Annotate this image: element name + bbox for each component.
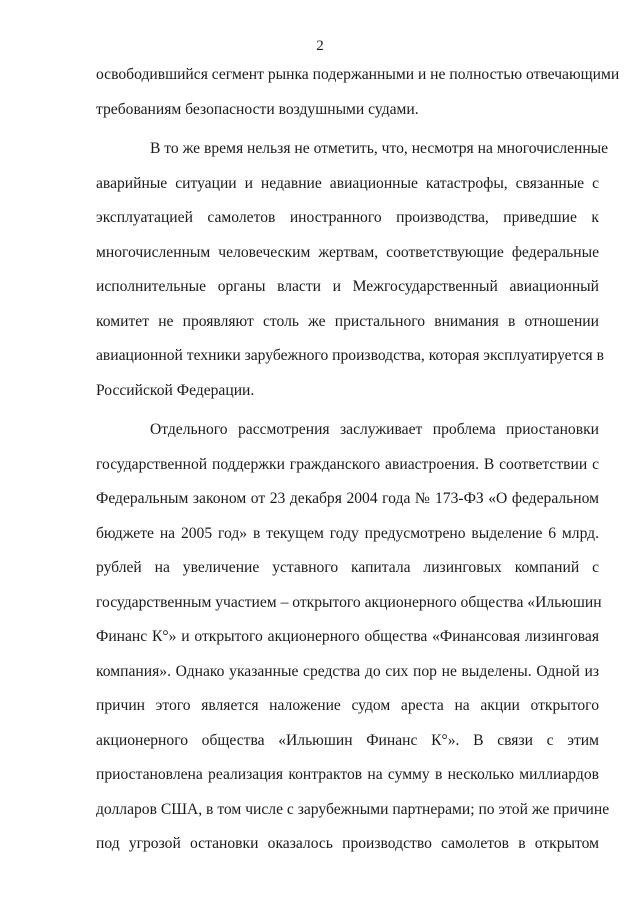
text-line: компания». Однако указанные средства до сих пор не выделены. Одной из bbox=[96, 662, 599, 680]
text-line: рублей на увеличение уставного капитала лизинговых компаний с bbox=[96, 559, 599, 576]
text-line: государственной поддержки гражданского авиастроения. В соответствии с bbox=[96, 455, 599, 473]
text-line: освободившийся сегмент рынка подержанными и не полностью отвечающими bbox=[96, 66, 620, 83]
text-line: Финанс К°» и открытого акционерного общества «Финансовая лизинговая bbox=[96, 628, 599, 645]
text-line: государственным участием – открытого акционерного общества «Ильюшин bbox=[96, 593, 602, 611]
text-line: эксплуатацией самолетов иностранного производства, приведшие к bbox=[96, 209, 599, 226]
text-line: В то же время нельзя не отметить, что, несмотря на многочисленные bbox=[150, 140, 609, 157]
text-line: причин этого является наложение судом ареста на акции открытого bbox=[96, 697, 599, 714]
text-line: Отдельного рассмотрения заслуживает проблема приостановки bbox=[150, 421, 599, 438]
text-line: Российской Федерации. bbox=[96, 381, 255, 399]
text-line: многочисленным человеческим жертвам, соответствующие федеральные bbox=[96, 243, 599, 261]
text-line: авиационной техники зарубежного производства, которая эксплуатируется в bbox=[96, 347, 604, 364]
page-number: 2 bbox=[316, 38, 324, 54]
text-line: приостановлена реализация контрактов на сумму в несколько миллиардов bbox=[96, 766, 599, 783]
text-line: Федеральным законом от 23 декабря 2004 года № 173-ФЗ «О федеральном bbox=[96, 490, 599, 507]
paragraph bbox=[96, 413, 610, 862]
text-line: акционерного общества «Ильюшин Финанс К°». В связи с этим bbox=[96, 731, 599, 749]
text-line: исполнительные органы власти и Межгосударственный авиационный bbox=[96, 278, 599, 295]
document-body bbox=[96, 58, 620, 862]
text-line: под угрозой остановки оказалось производство самолетов в открытом bbox=[96, 835, 599, 852]
paragraph bbox=[96, 58, 620, 127]
paragraph bbox=[96, 132, 609, 408]
text-line: комитет не проявляют столь же пристального внимания в отношении bbox=[96, 312, 599, 330]
text-line: долларов США, в том числе с зарубежными партнерами; по этой же причине bbox=[96, 800, 610, 818]
text-line: аварийные ситуации и недавние авиационные катастрофы, связанные с bbox=[96, 174, 599, 192]
text-line: требованиям безопасности воздушными судами. bbox=[96, 100, 419, 118]
text-line: бюджете на 2005 год» в текущем году предусмотрено выделение 6 млрд. bbox=[96, 524, 599, 542]
